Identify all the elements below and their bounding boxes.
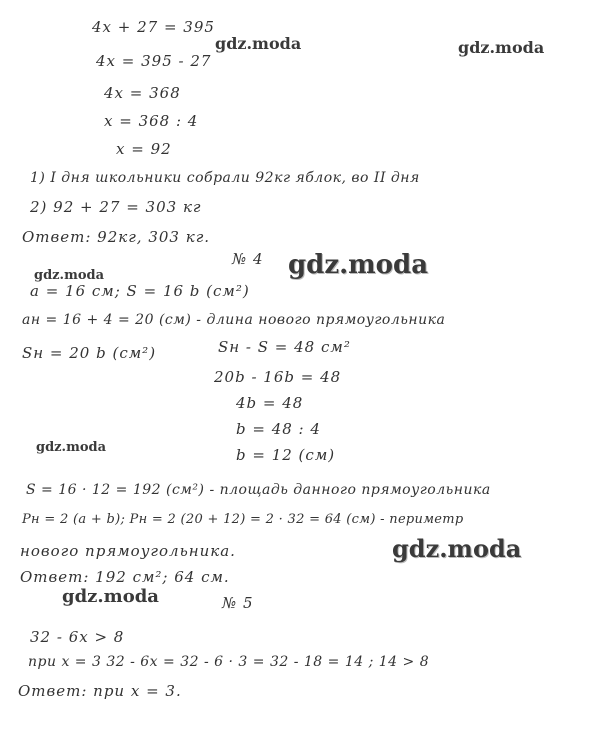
equation-line-2: 4x = 395 - 27 (96, 52, 212, 70)
equation-line-3: 4x = 368 (104, 84, 181, 102)
solution-step-2: 2) 92 + 27 = 303 кг (30, 198, 202, 216)
problem4-eq-1: 20b - 16b = 48 (214, 368, 342, 386)
problem5-check: при x = 3 32 - 6x = 32 - 6 · 3 = 32 - 18 = 14 ; 14 > 8 (28, 654, 430, 670)
problem4-perimeter: Pн = 2 (a + b); Pн = 2 (20 + 12) = 2 · 32 = 64 (см) - периметр (22, 512, 464, 527)
watermark: gdz.moda (215, 34, 302, 53)
problem4-area-given: S = 16 · 12 = 192 (см²) - площадь данного прямоугольника (26, 482, 491, 498)
solution-step-1: 1) I дня школьники собрали 92кг яблок, во II дня (30, 170, 420, 186)
answer-3: Ответ: при x = 3. (18, 682, 182, 700)
watermark: gdz.moda (288, 250, 429, 280)
watermark: gdz.moda (458, 38, 545, 57)
equation-line-4: x = 368 : 4 (104, 112, 199, 130)
problem4-perimeter-cont: нового прямоугольника. (20, 542, 236, 560)
problem4-eq-4: b = 12 (см) (236, 446, 336, 464)
watermark: gdz.moda (36, 440, 107, 455)
watermark: gdz.moda (392, 534, 522, 563)
problem4-new-area: Sн = 20 b (см²) (22, 344, 157, 362)
equation-line-1: 4x + 27 = 395 (92, 18, 215, 36)
answer-2: Ответ: 192 см²; 64 см. (20, 568, 230, 586)
problem4-area-difference: Sн - S = 48 см² (218, 338, 351, 356)
answer-1: Ответ: 92кг, 303 кг. (22, 228, 211, 246)
problem-number-5: № 5 (222, 594, 254, 612)
problem4-given: a = 16 см; S = 16 b (см²) (30, 282, 250, 300)
problem5-inequality: 32 - 6x > 8 (30, 628, 125, 646)
watermark: gdz.moda (62, 586, 159, 607)
problem4-eq-3: b = 48 : 4 (236, 420, 321, 438)
equation-line-5: x = 92 (116, 140, 172, 158)
problem4-new-length: aн = 16 + 4 = 20 (см) - длина нового прямоугольника (22, 312, 446, 328)
watermark: gdz.moda (34, 268, 105, 283)
problem-number-4: № 4 (232, 250, 264, 268)
problem4-eq-2: 4b = 48 (236, 394, 304, 412)
